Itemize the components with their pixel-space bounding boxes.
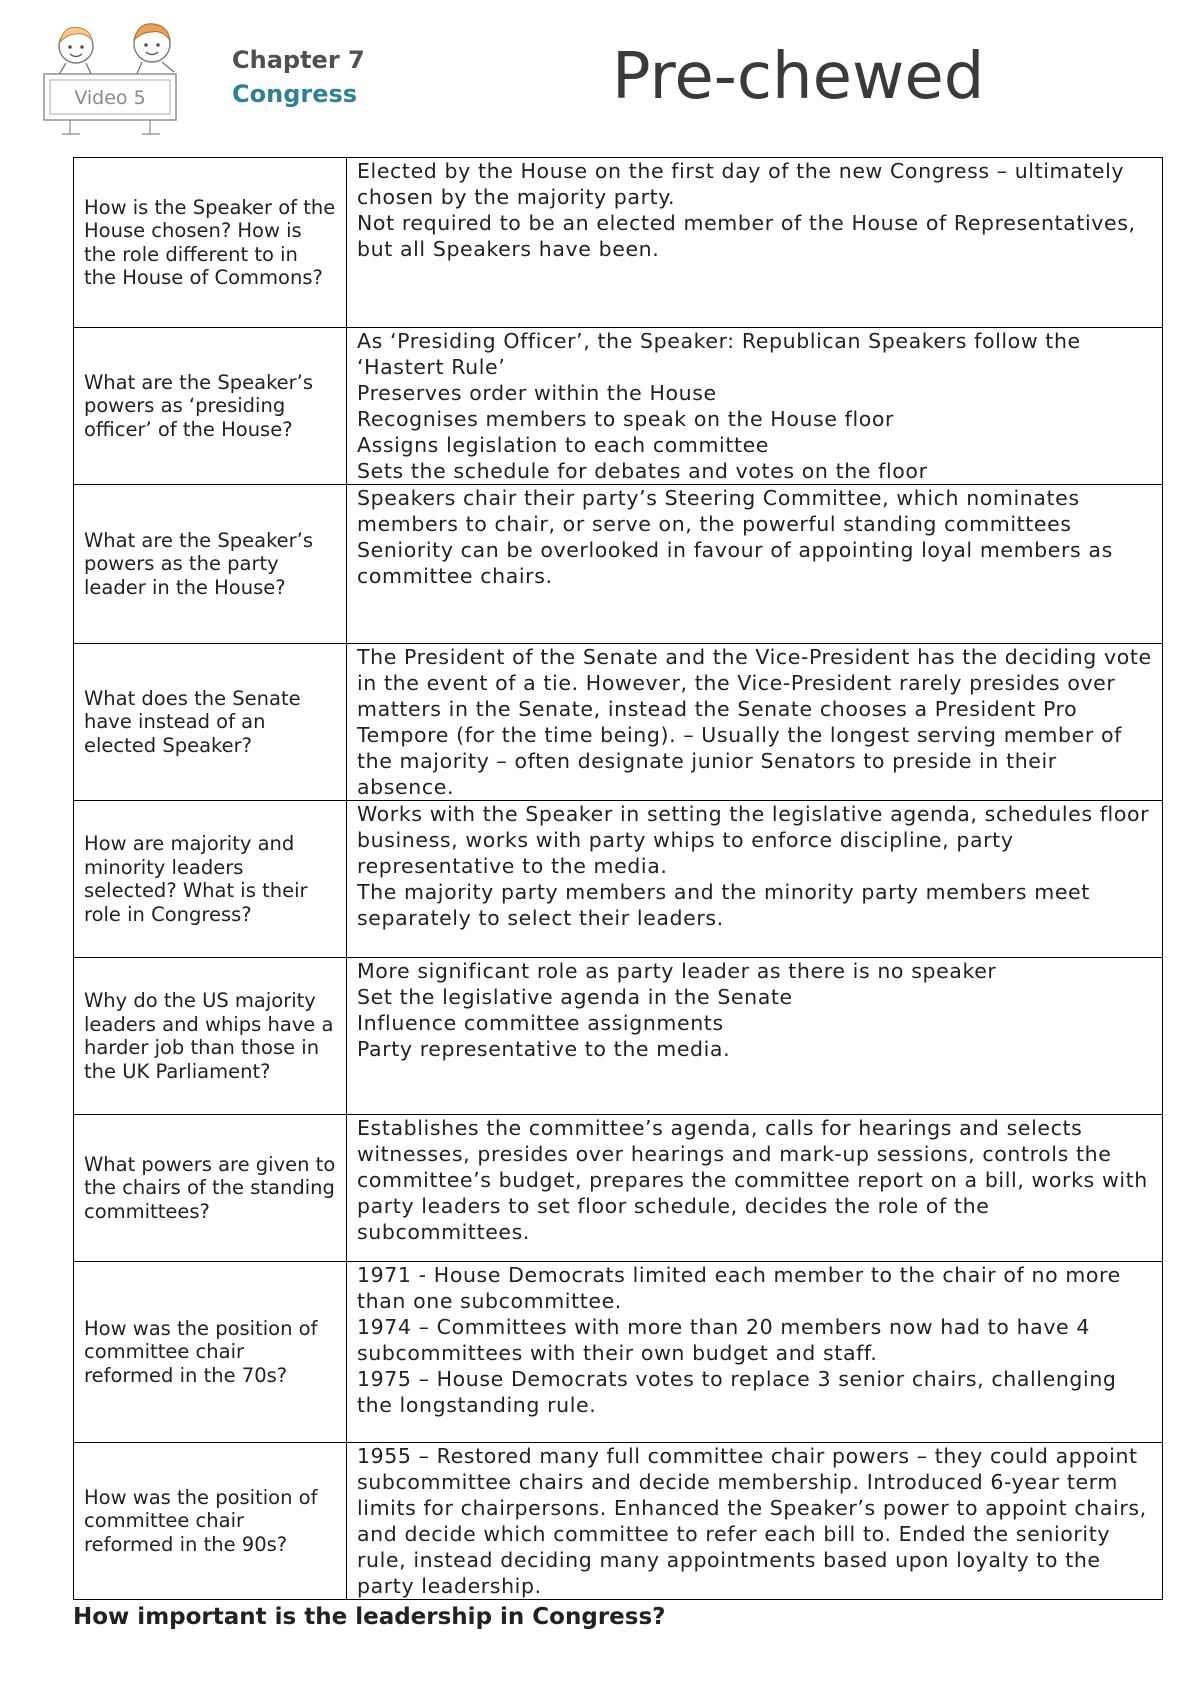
page-title: Pre-chewed xyxy=(612,40,985,114)
question-cell: What powers are given to the chairs of the standing committees? xyxy=(74,1115,347,1262)
question-cell: How was the position of committee chair reformed in the 90s? xyxy=(74,1443,347,1600)
table-row xyxy=(74,644,1163,801)
question-cell: Why do the US majority leaders and whips have a harder job than those in the UK Parliament? xyxy=(74,958,347,1115)
answer-line: The President of the Senate and the Vice-President has the deciding vote in the event of a tie. However, the Vice-President rarely presides over matters in the Senate, instead the Senate chooses a President Pro Tempore (for the time being). – Usually the longest serving member of the majority – often designate junior Senators to preside in their absence. xyxy=(357,645,1152,799)
answer-line: Assigns legislation to each committee xyxy=(357,433,770,457)
right-child-icon xyxy=(134,24,174,76)
answer-line: Party representative to the media. xyxy=(357,1037,731,1061)
qa-table-body xyxy=(74,158,1163,1600)
answer-line: Seniority can be overlooked in favour of appointing loyal members as committee chairs. xyxy=(357,538,1113,588)
answer-line: Sets the schedule for debates and votes on the floor xyxy=(357,459,928,483)
answer-cell xyxy=(347,328,1163,485)
answer-line: As ‘Presiding Officer’, the Speaker: Republican Speakers follow the ‘Hastert Rule’ xyxy=(357,329,1081,379)
answer-line: Not required to be an elected member of the House of Representatives, but all Speakers have been. xyxy=(357,211,1136,261)
answer-line: 1975 – House Democrats votes to replace 3 senior chairs, challenging the longstanding rule. xyxy=(357,1367,1117,1417)
answer-line: 1974 – Committees with more than 20 members now had to have 4 subcommittees with their own budget and staff. xyxy=(357,1315,1091,1365)
table-row xyxy=(74,958,1163,1115)
video-sign xyxy=(44,74,176,134)
answer-line: More significant role as party leader as there is no speaker xyxy=(357,959,997,983)
answer-line: 1971 - House Democrats limited each member to the chair of no more than one subcommittee. xyxy=(357,1263,1121,1313)
page-header xyxy=(0,0,1200,150)
kids-with-sign-logo xyxy=(40,18,200,140)
question-cell: What are the Speaker’s powers as ‘presiding officer’ of the House? xyxy=(74,328,347,485)
closing-question: How important is the leadership in Congress? xyxy=(73,1604,666,1630)
answer-line: Elected by the House on the first day of the new Congress – ultimately chosen by the majority party. xyxy=(357,159,1125,209)
table-row xyxy=(74,1115,1163,1262)
answer-cell xyxy=(347,1443,1163,1600)
answer-line: Set the legislative agenda in the Senate xyxy=(357,985,793,1009)
table-row xyxy=(74,328,1163,485)
table-row xyxy=(74,1262,1163,1443)
question-cell: What are the Speaker’s powers as the party leader in the House? xyxy=(74,485,347,644)
answer-cell xyxy=(347,644,1163,801)
answer-cell xyxy=(347,958,1163,1115)
table-row xyxy=(74,485,1163,644)
table-row xyxy=(74,801,1163,958)
answer-cell xyxy=(347,1262,1163,1443)
answer-line: Influence committee assignments xyxy=(357,1011,724,1035)
chapter-label: Chapter 7 xyxy=(232,46,365,74)
question-cell: What does the Senate have instead of an elected Speaker? xyxy=(74,644,347,801)
answer-line: Preserves order within the House xyxy=(357,381,717,405)
question-cell: How is the Speaker of the House chosen? How is the role different to in the House of Commons? xyxy=(74,158,347,328)
answer-cell xyxy=(347,158,1163,328)
question-cell: How was the position of committee chair reformed in the 70s? xyxy=(74,1262,347,1443)
table-row xyxy=(74,1443,1163,1600)
answer-line: Establishes the committee’s agenda, calls for hearings and selects witnesses, presides over hearings and mark-up sessions, controls the committee’s budget, prepares the committee report on a bill, works with party leaders to set floor schedule, decides the role of the subcommittees. xyxy=(357,1116,1148,1244)
answer-line: Works with the Speaker in setting the legislative agenda, schedules floor business, works with party whips to enforce discipline, party representative to the media. xyxy=(357,802,1150,878)
answer-line: The majority party members and the minority party members meet separately to select their leaders. xyxy=(357,880,1090,930)
answer-line: Recognises members to speak on the House floor xyxy=(357,407,895,431)
answer-cell xyxy=(347,801,1163,958)
answer-line: Speakers chair their party’s Steering Committee, which nominates members to chair, or serve on, the powerful standing committees xyxy=(357,486,1080,536)
subject-label: Congress xyxy=(232,80,358,108)
left-child-icon xyxy=(58,27,93,76)
answer-line: 1955 – Restored many full committee chair powers – they could appoint subcommittee chairs and decide membership. Introduced 6-year term limits for chairpersons. Enhanced the Speaker’s power to appoint chairs, and decide which committee to refer each bill to. Ended the seniority rule, instead deciding many appointments based upon loyalty to the party leadership. xyxy=(357,1444,1147,1598)
answer-cell xyxy=(347,485,1163,644)
question-cell: How are majority and minority leaders selected? What is their role in Congress? xyxy=(74,801,347,958)
qa-table xyxy=(73,157,1163,1600)
video-label: Video 5 xyxy=(74,87,146,109)
answer-cell xyxy=(347,1115,1163,1262)
table-row xyxy=(74,158,1163,328)
